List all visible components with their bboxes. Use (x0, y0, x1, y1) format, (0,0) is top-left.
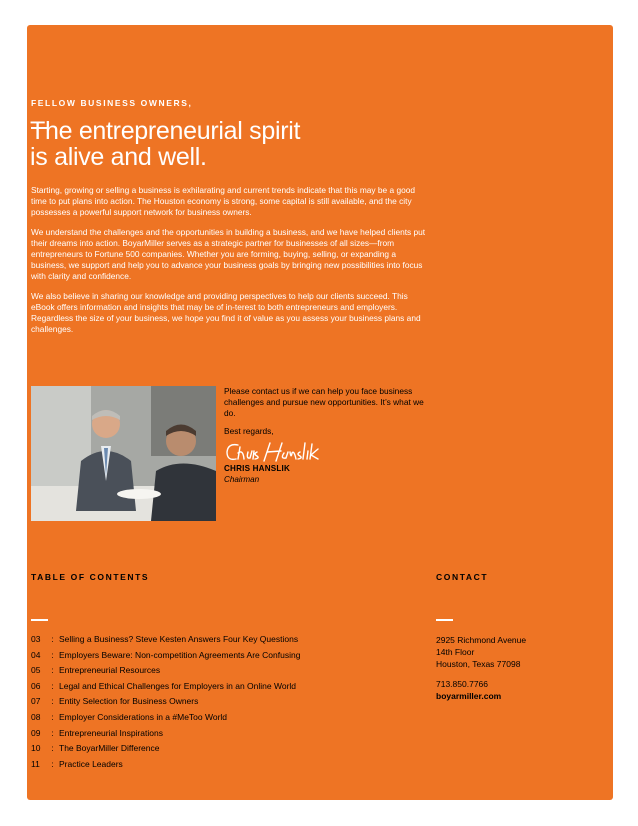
business-meeting-photo (31, 386, 216, 521)
paragraph: Starting, growing or selling a business is exhilarating and current trends indicate that this may be a good time to put plans into action. The Houston economy is strong, some capital is still available, and the city possesses a powerful support network for business owners. (31, 185, 416, 218)
phone-number: 713.850.7766 (436, 679, 488, 689)
address-line-3: Houston, Texas 77098 (436, 659, 521, 669)
toc-item[interactable] (31, 695, 300, 711)
toc-item[interactable] (31, 742, 300, 758)
toc-item[interactable] (31, 680, 300, 696)
toc-page-number: 04 (31, 649, 41, 660)
toc-item-label: Entrepreneurial Resources (59, 665, 161, 676)
toc-item[interactable] (31, 649, 300, 665)
signer-title: Chairman (224, 475, 260, 485)
toc-separator: : (51, 634, 54, 644)
toc-item[interactable] (31, 664, 300, 680)
eyebrow-heading: FELLOW BUSINESS OWNERS, (31, 98, 193, 108)
address-line-2: 14th Floor (436, 647, 475, 657)
toc-item[interactable] (31, 633, 300, 649)
toc-page-number: 07 (31, 696, 41, 707)
toc-separator: : (51, 758, 54, 769)
toc-separator: : (51, 743, 54, 754)
toc-item[interactable] (31, 711, 300, 727)
toc-page-number: 05 (31, 665, 41, 676)
title-line-1: The entrepreneurial spirit (30, 117, 301, 145)
toc-page-number: 08 (31, 711, 41, 722)
toc-item-label: Employers Beware: Non-competition Agreements Are Confusing (59, 649, 301, 660)
paragraph: We understand the challenges and the opportunities in building a business, and we have helped clients put their dreams into action. BoyarMiller serves as a strategic partner for businesses of all sizes—from entrepreneurs to Fortune 500 companies. Whether you are forming, buying, selling, or expanding a business, we support and help you to advance your business goals by bringing new possibilities into focus with clarity and confidence. (31, 226, 426, 282)
toc-separator: : (51, 696, 54, 707)
title-line-2: is alive and well. (30, 143, 207, 171)
toc-item-label: Selling a Business? Steve Kesten Answers Four Key Questions (59, 634, 299, 644)
closing-letter (224, 386, 434, 486)
toc-page-number: 09 (31, 727, 41, 738)
toc-page-number: 06 (31, 680, 41, 691)
toc-page-number: 03 (31, 634, 41, 644)
toc-list (31, 633, 300, 773)
toc-item-label: Entrepreneurial Inspirations (59, 727, 163, 738)
toc-item-label: Legal and Ethical Challenges for Employers in an Online World (59, 680, 297, 691)
contact-dash (436, 619, 453, 621)
toc-item[interactable] (31, 758, 300, 774)
toc-separator: : (51, 680, 54, 691)
contact-heading: CONTACT (436, 572, 489, 582)
contact-block (436, 634, 526, 702)
closing-greeting: Best regards, (224, 426, 274, 437)
toc-item[interactable] (31, 727, 300, 743)
toc-heading: TABLE OF CONTENTS (31, 572, 150, 582)
toc-separator: : (51, 727, 54, 738)
toc-page-number: 11 (31, 758, 40, 769)
website-link[interactable]: boyarmiller.com (436, 691, 502, 701)
address-line-1: 2925 Richmond Avenue (436, 635, 527, 645)
toc-separator: : (51, 649, 54, 660)
letter-text: Please contact us if we can help you face business challenges and pursue new opportunities. It’s what we do. (224, 386, 424, 419)
toc-dash (31, 619, 48, 621)
toc-separator: : (51, 711, 54, 722)
toc-item-label: Entity Selection for Business Owners (59, 696, 199, 707)
toc-item-label: Practice Leaders (59, 758, 123, 769)
page-title (30, 118, 430, 170)
toc-item-label: Employer Considerations in a #MeToo World (59, 711, 228, 722)
toc-item-label: The BoyarMiller Difference (59, 743, 160, 754)
toc-page-number: 10 (31, 743, 41, 754)
signer-name: CHRIS HANSLIK (224, 464, 291, 474)
handwritten-signature (224, 439, 434, 465)
toc-separator: : (51, 665, 54, 676)
intro-body (31, 185, 429, 344)
paragraph: We also believe in sharing our knowledge and providing perspectives to help our clients succeed. This eBook offers information and insights that may be of in-terest to both entrepreneurs and employers. Regardless the size of your business, we hope you find it of value as you assess your business plans and challenges. (31, 290, 421, 335)
